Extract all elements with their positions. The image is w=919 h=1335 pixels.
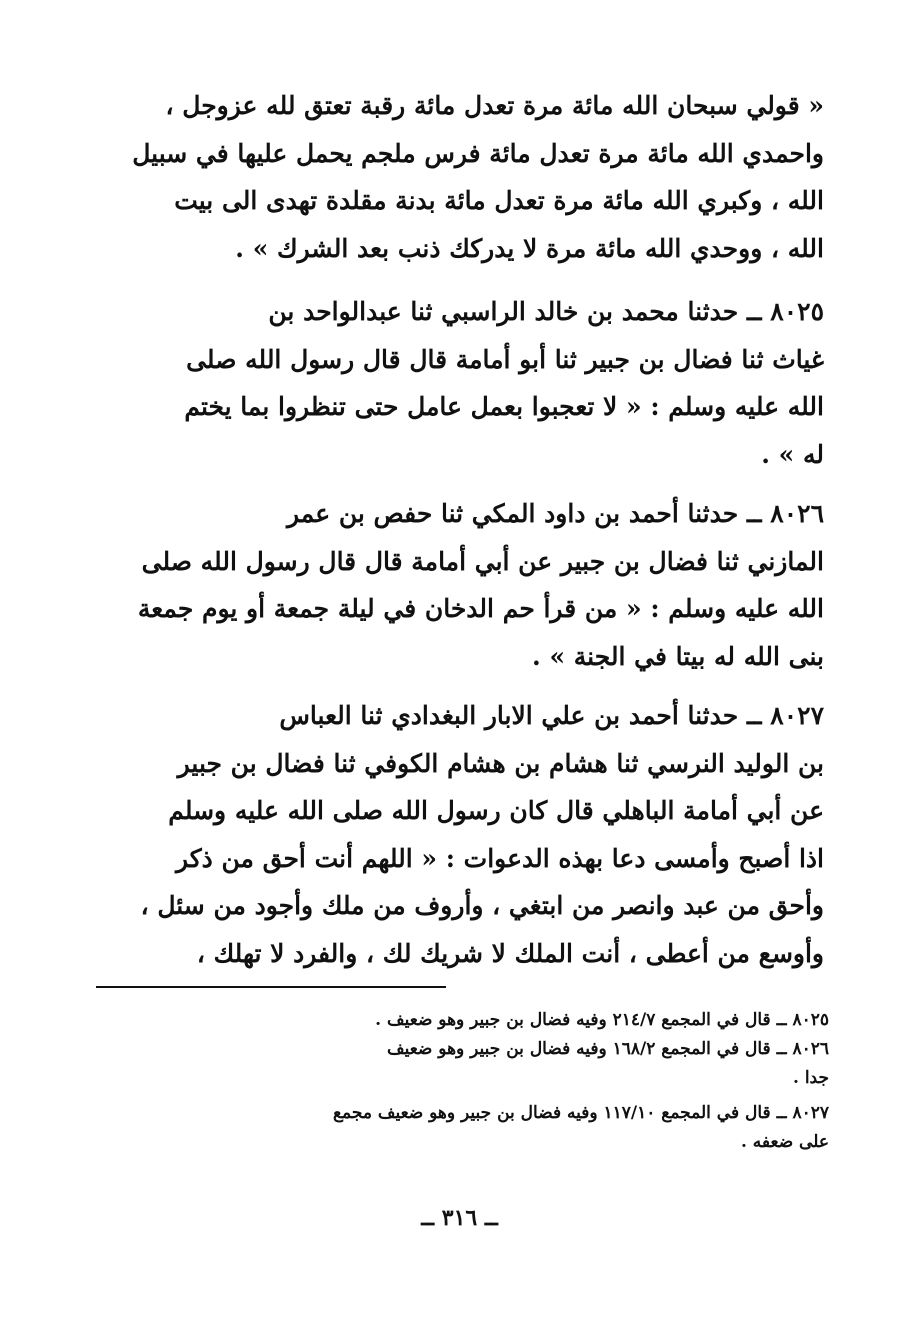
text-line: الله عليه وسلم : « من قرأ حم الدخان في ليلة جمعة أو يوم جمعة: [137, 594, 824, 623]
paragraph: [100, 490, 824, 680]
text-line: « قولي سبحان الله مائة مرة تعدل مائة رقبة تعتق لله عزوجل ،: [165, 91, 824, 120]
footnote-line: على ضعفه .: [740, 1132, 829, 1152]
footnote: [105, 1006, 829, 1035]
text-line: الله عليه وسلم : « لا تعجبوا بعمل عامل حتى تنظروا بما يختم: [184, 392, 824, 421]
footnote: [105, 1099, 829, 1157]
text-line: بن الوليد النرسي ثنا هشام بن هشام الكوفي ثنا فضال بن جبير: [177, 748, 824, 778]
page-number: ــ ٣١٦ ــ: [421, 1205, 498, 1231]
text-line: عن أبي أمامة الباهلي قال كان رسول الله صلى الله عليه وسلم: [168, 796, 824, 825]
footnote: [105, 1035, 829, 1093]
text-line: ٨٠٢٧ ــ حدثنا أحمد بن علي الابار البغدادي ثنا العباس: [279, 701, 824, 730]
main-text: [100, 82, 824, 977]
text-line: بنى الله له بيتا في الجنة » .: [532, 641, 824, 671]
paragraph: [100, 692, 824, 977]
text-line: الله ، وكبري الله مائة مرة تعدل مائة بدنة مقلدة تهدى الى بيت: [174, 186, 824, 215]
paragraph: [100, 82, 824, 272]
paragraph: [100, 288, 824, 478]
text-line: المازني ثنا فضال بن جبير عن أبي أمامة قال قال رسول الله صلى: [141, 546, 824, 576]
text-line: ٨٠٢٦ ــ حدثنا أحمد بن داود المكي ثنا حفص بن عمر: [286, 499, 824, 528]
footnotes: [105, 1006, 829, 1157]
footnote-line: جدا .: [793, 1068, 829, 1088]
text-line: غياث ثنا فضال بن جبير ثنا أبو أمامة قال قال رسول الله صلى: [186, 344, 824, 374]
footnote-divider: [96, 986, 446, 988]
text-line: وأوسع من أعطى ، أنت الملك لا شريك لك ، والفرد لا تهلك ،: [196, 938, 824, 968]
footnote-line: ٨٠٢٥ ــ قال في المجمع ٢١٤/٧ وفيه فضال بن جبير وهو ضعيف .: [375, 1010, 829, 1030]
text-line: الله ، ووحدي الله مائة مرة لا يدركك ذنب بعد الشرك » .: [235, 233, 824, 263]
footnote-line: ٨٠٢٦ ــ قال في المجمع ١٦٨/٢ وفيه فضال بن جبير وهو ضعيف: [387, 1039, 829, 1059]
footnote-line: ٨٠٢٧ ــ قال في المجمع ١١٧/١٠ وفيه فضال بن جبير وهو ضعيف مجمع: [332, 1103, 829, 1123]
text-line: ٨٠٢٥ ــ حدثنا محمد بن خالد الراسبي ثنا عبدالواحد بن: [268, 297, 824, 326]
text-line: له » .: [761, 439, 824, 469]
text-line: واحمدي الله مائة مرة تعدل مائة فرس ملجم يحمل عليها في سبيل: [132, 138, 824, 168]
text-line: وأحق من عبد وانصر من ابتغي ، وأروف من ملك وأجود من سئل ،: [140, 891, 824, 920]
text-line: اذا أصبح وأمسى دعا بهذه الدعوات : « اللهم أنت أحق من ذكر: [175, 843, 824, 873]
